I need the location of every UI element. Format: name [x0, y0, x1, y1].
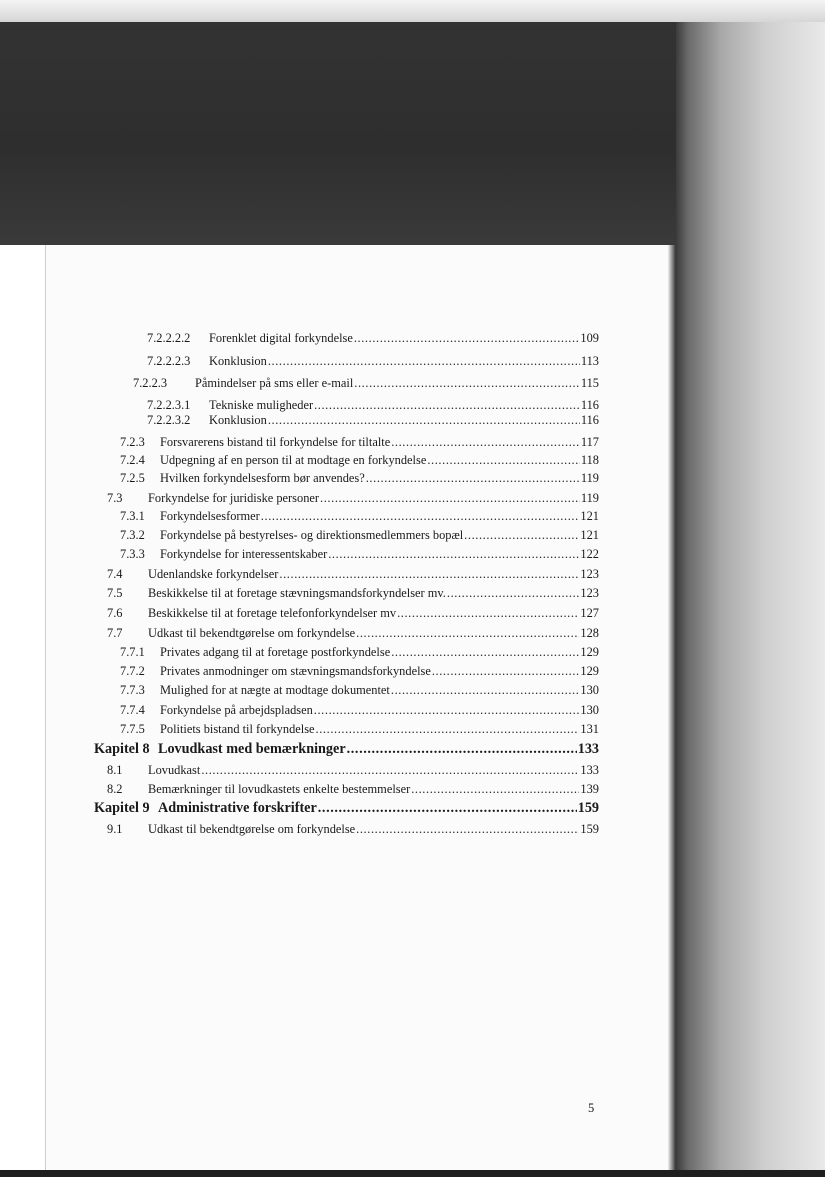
toc-entry-page: 109 — [580, 331, 599, 345]
toc-entry-number: 7.7.4 — [120, 703, 145, 717]
toc-entry-number: 8.2 — [107, 782, 123, 796]
toc-entry-title: Politiets bistand til forkyndelse — [160, 722, 315, 736]
toc-entry-page: 121 — [580, 528, 599, 542]
toc-entry-page: 123 — [580, 567, 599, 581]
toc-entry-page: 131 — [580, 722, 599, 736]
page-number: 5 — [588, 1101, 595, 1115]
toc-entry-number: 7.3.1 — [120, 509, 145, 523]
toc-entry-page: 127 — [580, 606, 599, 620]
toc-entry-page: 139 — [580, 782, 599, 796]
toc-entry-title: Forkyndelse på bestyrelses- og direktionsmedlemmers bopæl — [160, 528, 464, 542]
toc-dot-leader — [356, 626, 579, 641]
toc-entry[interactable] — [107, 606, 599, 621]
toc-entry-title: Forkyndelse på arbejdspladsen — [160, 703, 313, 717]
toc-entry-number: 7.2.5 — [120, 471, 145, 485]
toc-chapter-number: Kapitel 9 — [94, 800, 150, 816]
toc-entry-number: 7.5 — [107, 586, 123, 600]
toc-entry-title: Privates anmodninger om stævningsmandsforkyndelse — [160, 664, 431, 678]
toc-entry-title: Forkyndelse for juridiske personer — [148, 491, 320, 505]
toc-dot-leader — [268, 354, 580, 369]
toc-entry-page: 116 — [580, 398, 599, 412]
toc-entry-page: 130 — [580, 703, 599, 717]
toc-entry[interactable] — [120, 453, 599, 468]
toc-dot-leader — [314, 703, 580, 718]
toc-chapter-entry[interactable] — [94, 741, 599, 758]
toc-entry[interactable] — [147, 398, 599, 413]
toc-entry-number: 7.2.4 — [120, 453, 145, 467]
toc-entry-page: 129 — [580, 645, 599, 659]
toc-dot-leader — [279, 567, 579, 582]
toc-dot-leader — [464, 528, 579, 543]
toc-entry-number: 7.7 — [107, 626, 123, 640]
toc-dot-leader — [318, 800, 577, 817]
toc-dot-leader — [432, 664, 580, 679]
toc-entry-title: Forkyndelse for interessentskaber — [160, 547, 328, 561]
toc-entry[interactable] — [107, 822, 599, 837]
toc-entry-title: Påmindelser på sms eller e-mail — [195, 376, 354, 390]
toc-entry-title: Forenklet digital forkyndelse — [209, 331, 353, 345]
toc-entry[interactable] — [120, 509, 599, 524]
toc-entry[interactable] — [120, 664, 599, 679]
toc-entry-title: Beskikkelse til at foretage telefonforkyndelser mv — [148, 606, 397, 620]
toc-entry-number: 7.7.5 — [120, 722, 145, 736]
toc-dot-leader — [261, 509, 580, 524]
toc-dot-leader — [328, 547, 579, 562]
toc-chapter-entry[interactable] — [94, 800, 599, 817]
toc-chapter-title: Administrative forskrifter — [158, 800, 317, 816]
toc-entry-page: 115 — [580, 376, 599, 390]
toc-entry-number: 7.2.2.2.3 — [147, 354, 191, 368]
toc-entry[interactable] — [120, 528, 599, 543]
toc-dot-leader — [354, 376, 580, 391]
toc-entry-page: 113 — [580, 354, 599, 368]
toc-dot-leader — [320, 491, 580, 506]
toc-entry-number: 7.4 — [107, 567, 123, 581]
toc-entry-page: 133 — [580, 763, 599, 777]
toc-entry-number: 7.2.2.2.2 — [147, 331, 191, 345]
toc-entry-number: 7.6 — [107, 606, 123, 620]
toc-entry-title: Tekniske muligheder — [209, 398, 314, 412]
toc-dot-leader — [354, 331, 580, 346]
toc-dot-leader — [356, 822, 579, 837]
toc-entry-title: Konklusion — [209, 354, 267, 368]
toc-entry-number: 7.7.2 — [120, 664, 145, 678]
toc-entry-number: 8.1 — [107, 763, 123, 777]
toc-entry[interactable] — [147, 413, 599, 428]
toc-entry-page: 119 — [580, 471, 599, 485]
toc-dot-leader — [427, 453, 580, 468]
toc-entry-number: 7.2.3 — [120, 435, 145, 449]
toc-entry-page: 128 — [580, 626, 599, 640]
toc-entry[interactable] — [120, 703, 599, 718]
toc-entry-page: 122 — [580, 547, 599, 561]
toc-dot-leader — [347, 741, 577, 758]
toc-entry-title: Privates adgang til at foretage postforkyndelse — [160, 645, 391, 659]
toc-entry-page: 117 — [580, 435, 599, 449]
toc-entry-title: Udkast til bekendtgørelse om forkyndelse — [148, 626, 356, 640]
toc-entry-number: 7.7.3 — [120, 683, 145, 697]
toc-entry[interactable] — [120, 722, 599, 737]
toc-entry-number: 7.3.3 — [120, 547, 145, 561]
toc-dot-leader — [397, 606, 579, 621]
toc-entry[interactable] — [120, 547, 599, 562]
toc-dot-leader — [366, 471, 580, 486]
toc-entry-page: 130 — [580, 683, 599, 697]
toc-entry[interactable] — [147, 354, 599, 369]
toc-entry-page: 118 — [580, 453, 599, 467]
toc-entry[interactable] — [133, 376, 599, 391]
toc-entry-title: Udpegning af en person til at modtage en forkyndelse — [160, 453, 427, 467]
toc-entry-page: 116 — [580, 413, 599, 427]
toc-entry[interactable] — [107, 567, 599, 582]
toc-entry-number: 7.3 — [107, 491, 123, 505]
toc-entry-title: Lovudkast — [148, 763, 201, 777]
toc-entry-number: 7.2.2.3 — [133, 376, 168, 390]
toc-dot-leader — [314, 398, 580, 413]
toc-dot-leader — [447, 586, 580, 601]
toc-entry-title: Forsvarerens bistand til forkyndelse for tiltalte — [160, 435, 391, 449]
toc-chapter-page: 159 — [577, 800, 599, 816]
toc-entry-title: Konklusion — [209, 413, 267, 427]
toc-entry-page: 123 — [580, 586, 599, 600]
toc-entry[interactable] — [107, 763, 599, 778]
toc-entry-title: Hvilken forkyndelsesform bør anvendes? — [160, 471, 365, 485]
toc-entry[interactable] — [107, 782, 599, 797]
toc-entry-title: Forkyndelsesformer — [160, 509, 260, 523]
toc-entry[interactable] — [107, 626, 599, 641]
toc-chapter-title: Lovudkast med bemærkninger — [158, 741, 346, 757]
toc-entry-number: 9.1 — [107, 822, 123, 836]
toc-dot-leader — [316, 722, 580, 737]
toc-entry-page: 121 — [580, 509, 599, 523]
toc-entry-number: 7.2.2.3.2 — [147, 413, 191, 427]
toc-entry-title: Beskikkelse til at foretage stævningsmandsforkyndelser mv. — [148, 586, 446, 600]
toc-entry-page: 119 — [580, 491, 599, 505]
toc-entry[interactable] — [120, 645, 599, 660]
toc-dot-leader — [201, 763, 579, 778]
toc-entry-title: Bemærkninger til lovudkastets enkelte bestemmelser — [148, 782, 411, 796]
toc-entry-page: 129 — [580, 664, 599, 678]
toc-entry[interactable] — [120, 471, 599, 486]
toc-entry[interactable] — [120, 435, 599, 450]
toc-entry[interactable] — [147, 331, 599, 346]
toc-entry-title: Udenlandske forkyndelser — [148, 567, 279, 581]
toc-entry-number: 7.7.1 — [120, 645, 145, 659]
toc-entry-title: Mulighed for at nægte at modtage dokumentet — [160, 683, 390, 697]
toc-entry-number: 7.2.2.3.1 — [147, 398, 191, 412]
toc-dot-leader — [391, 435, 580, 450]
toc-dot-leader — [391, 683, 580, 698]
toc-chapter-page: 133 — [577, 741, 599, 757]
toc-chapter-number: Kapitel 8 — [94, 741, 150, 757]
toc-dot-leader — [411, 782, 579, 797]
toc-entry[interactable] — [120, 683, 599, 698]
toc-dot-leader — [391, 645, 579, 660]
toc-entry-number: 7.3.2 — [120, 528, 145, 542]
toc-entry[interactable] — [107, 491, 599, 506]
toc-entry[interactable] — [107, 586, 599, 601]
toc-entry-page: 159 — [580, 822, 599, 836]
toc-entry-title: Udkast til bekendtgørelse om forkyndelse — [148, 822, 356, 836]
toc-dot-leader — [268, 413, 580, 428]
